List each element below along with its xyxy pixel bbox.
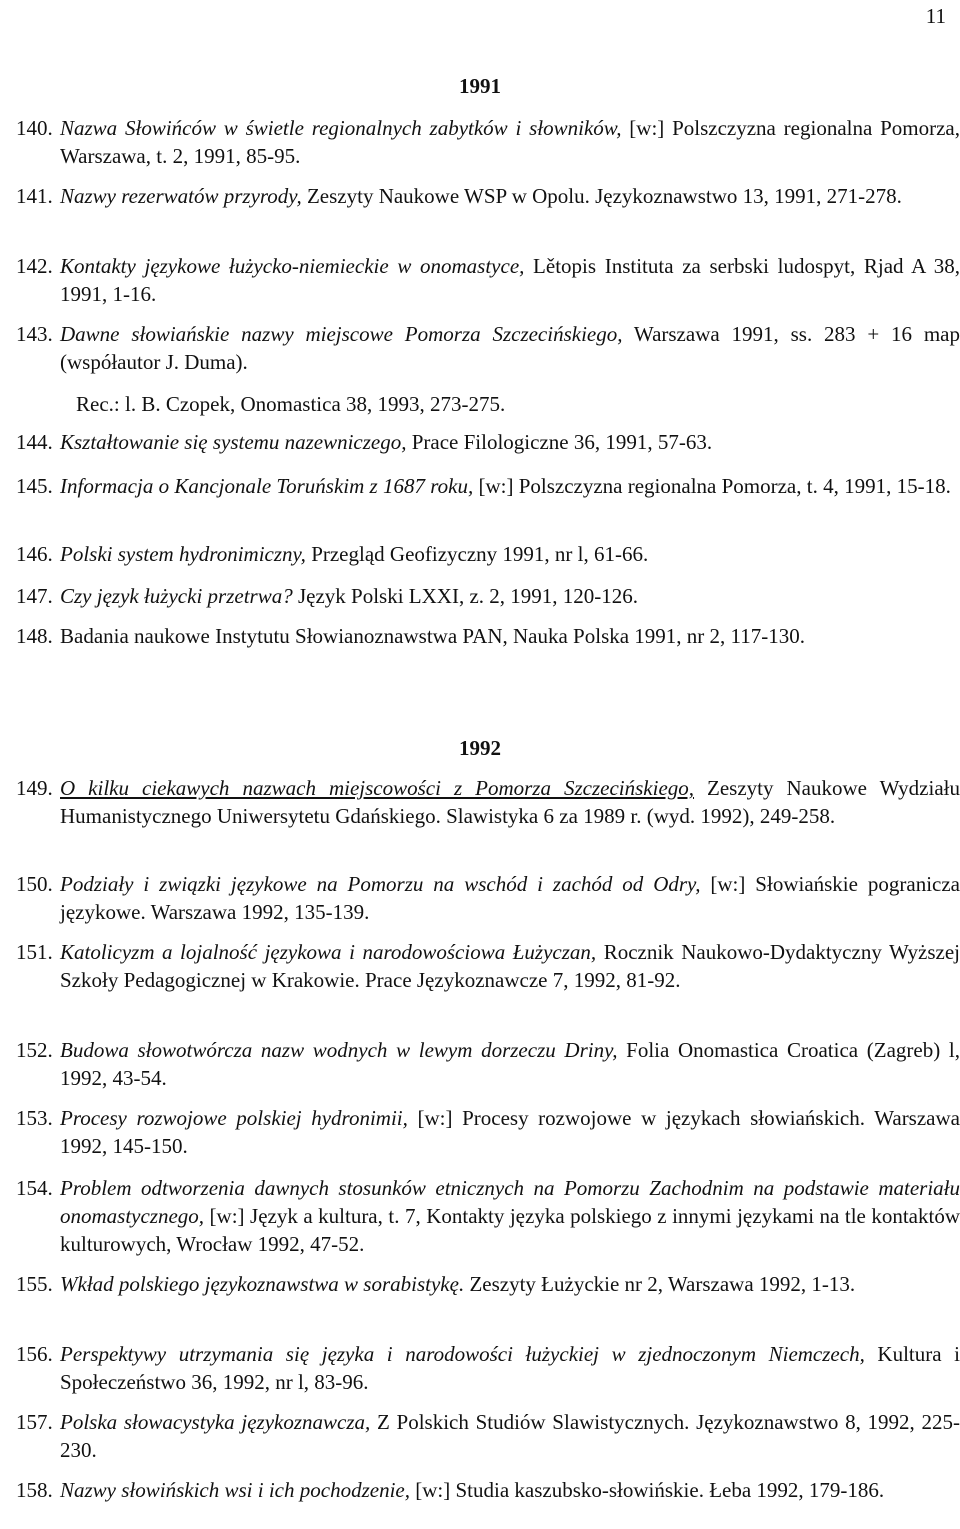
entry-number: 140.: [16, 116, 53, 140]
entry-title: Problem odtworzenia dawnych stosunków etnicznych na Pomorzu Zachodnim na podstawie materiału onomastycznego,: [60, 1176, 960, 1228]
entry-title: O kilku ciekawych nazwach miejscowości z Pomorza Szczecińskiego,: [60, 776, 695, 800]
entry-number: 155.: [16, 1272, 53, 1296]
entry-number: 146.: [16, 542, 53, 566]
entry-number: 148.: [16, 624, 53, 648]
entry-title: Perspektywy utrzymania się języka i narodowości łużyckiej w zjednoczonym Niemczech,: [60, 1342, 865, 1366]
entry-number: 153.: [16, 1106, 53, 1130]
entry-number: 149.: [16, 776, 53, 800]
entry-number: 152.: [16, 1038, 53, 1062]
entry-details: Folia Onomastica Croatica (Zagreb) l, 1992, 43-54.: [60, 1038, 960, 1090]
entry: [16, 428, 960, 456]
entry-details: Rocznik Naukowo-Dydaktyczny Wyższej Szkoły Pedagogicznej w Krakowie. Prace Językoznawcze 7, 1992, 81-92.: [60, 940, 960, 992]
entry-number: 151.: [16, 940, 53, 964]
entry: [16, 774, 960, 830]
entry-number: 141.: [16, 184, 53, 208]
entry: [16, 582, 960, 610]
entry-title: Podziały i związki językowe na Pomorzu na wschód i zachód od Odry,: [60, 872, 701, 896]
entry-details: Z Polskich Studiów Slawistycznych. Językoznawstwo 8, 1992, 225-230.: [60, 1410, 960, 1462]
entry-title: Wkład polskiego językoznawstwa w sorabistykę.: [60, 1272, 465, 1296]
entry-title: Katolicyzm a lojalność językowa i narodowościowa Łużyczan,: [60, 940, 597, 964]
entry-title: Procesy rozwojowe polskiej hydronimii,: [60, 1106, 408, 1130]
entry: [16, 1270, 960, 1298]
entry-number: 154.: [16, 1176, 53, 1200]
entry-details: Lětopis Instituta za serbski ludospyt, Rjad A 38, 1991, 1-16.: [60, 254, 960, 306]
entry-details: Zeszyty Naukowe Wydziału Humanistycznego Uniwersytetu Gdańskiego. Slawistyka 6 za 1989 r. (wyd. 1992), 249-258.: [60, 776, 960, 828]
entry-details: [w:] Polszczyzna regionalna Pomorza, Warszawa, t. 2, 1991, 85-95.: [60, 116, 960, 168]
entry-title: Nazwy rezerwatów przyrody,: [60, 184, 302, 208]
entry-number: 157.: [16, 1410, 53, 1434]
entry-details: Zeszyty Łużyckie nr 2, Warszawa 1992, 1-13.: [464, 1272, 856, 1296]
page-number: 11: [925, 4, 946, 28]
review-note: Rec.: l. B. Czopek, Onomastica 38, 1993, 273-275.: [76, 392, 506, 416]
entry-title: Polska słowacystyka językoznawcza,: [60, 1410, 371, 1434]
entry-number: 147.: [16, 584, 53, 608]
entry: [16, 1036, 960, 1092]
entry: [16, 1174, 960, 1258]
entry: [16, 320, 960, 376]
entry-details: [w:] Polszczyzna regionalna Pomorza, t. 4, 1991, 15-18.: [473, 474, 951, 498]
entry: [16, 472, 960, 500]
entry-title: Nazwy słowińskich wsi i ich pochodzenie,: [60, 1478, 410, 1502]
entry-number: 156.: [16, 1342, 53, 1366]
entry: [16, 1408, 960, 1464]
entry-title: Dawne słowiańskie nazwy miejscowe Pomorza Szczecińskiego,: [60, 322, 623, 346]
entry-number: 158.: [16, 1478, 53, 1502]
entry-number: 143.: [16, 322, 53, 346]
entry-title: Informacja o Kancjonale Toruńskim z 1687 roku,: [60, 474, 474, 498]
entry: [16, 938, 960, 994]
entry-details: [w:] Słowiańskie pogranicza językowe. Warszawa 1992, 135-139.: [60, 872, 960, 924]
entry: [16, 1476, 960, 1504]
entry-details: [w:] Język a kultura, t. 7, Kontakty języka polskiego z innymi językami na tle kontaktów kulturowych, Wrocław 1992, 47-52.: [60, 1204, 960, 1256]
entry: [16, 1104, 960, 1160]
entry-number: 150.: [16, 872, 53, 896]
entry-details: Badania naukowe Instytutu Słowianoznawstwa PAN, Nauka Polska 1991, nr 2, 117-130.: [60, 624, 806, 648]
entry-title: Nazwa Słowińców w świetle regionalnych zabytków i słowników,: [60, 116, 622, 140]
entry-details: Zeszyty Naukowe WSP w Opolu. Językoznawstwo 13, 1991, 271-278.: [301, 184, 902, 208]
entry: [16, 622, 960, 650]
entry-number: 145.: [16, 474, 53, 498]
entry-details: Warszawa 1991, ss. 283 + 16 map (współautor J. Duma).: [60, 322, 960, 374]
entry-title: Kształtowanie się systemu nazewniczego,: [60, 430, 407, 454]
entry: [16, 540, 960, 568]
entry-number: 144.: [16, 430, 53, 454]
entry-details: [w:] Studia kaszubsko-słowińskie. Łeba 1992, 179-186.: [409, 1478, 885, 1502]
entry-details: Przegląd Geofizyczny 1991, nr l, 61-66.: [305, 542, 649, 566]
entry-details: Kultura i Społeczeństwo 36, 1992, nr l, 83-96.: [60, 1342, 960, 1394]
entry: [16, 182, 960, 210]
year-heading: 1992: [459, 736, 501, 760]
entry-details: Prace Filologiczne 36, 1991, 57-63.: [406, 430, 713, 454]
entry: [16, 114, 960, 170]
entry-title: Budowa słowotwórcza nazw wodnych w lewym dorzeczu Driny,: [60, 1038, 618, 1062]
entry-number: 142.: [16, 254, 53, 278]
entry: [16, 870, 960, 926]
entry: [16, 252, 960, 308]
entry-title: Czy język łużycki przetrwa?: [60, 584, 293, 608]
year-heading: 1991: [459, 74, 501, 98]
entry-title: Kontakty językowe łużycko-niemieckie w onomastyce,: [60, 254, 525, 278]
entry: [16, 1340, 960, 1396]
entry-details: Język Polski LXXI, z. 2, 1991, 120-126.: [292, 584, 639, 608]
entry-title: Polski system hydronimiczny,: [60, 542, 306, 566]
entry-details: [w:] Procesy rozwojowe w językach słowiańskich. Warszawa 1992, 145-150.: [60, 1106, 960, 1158]
